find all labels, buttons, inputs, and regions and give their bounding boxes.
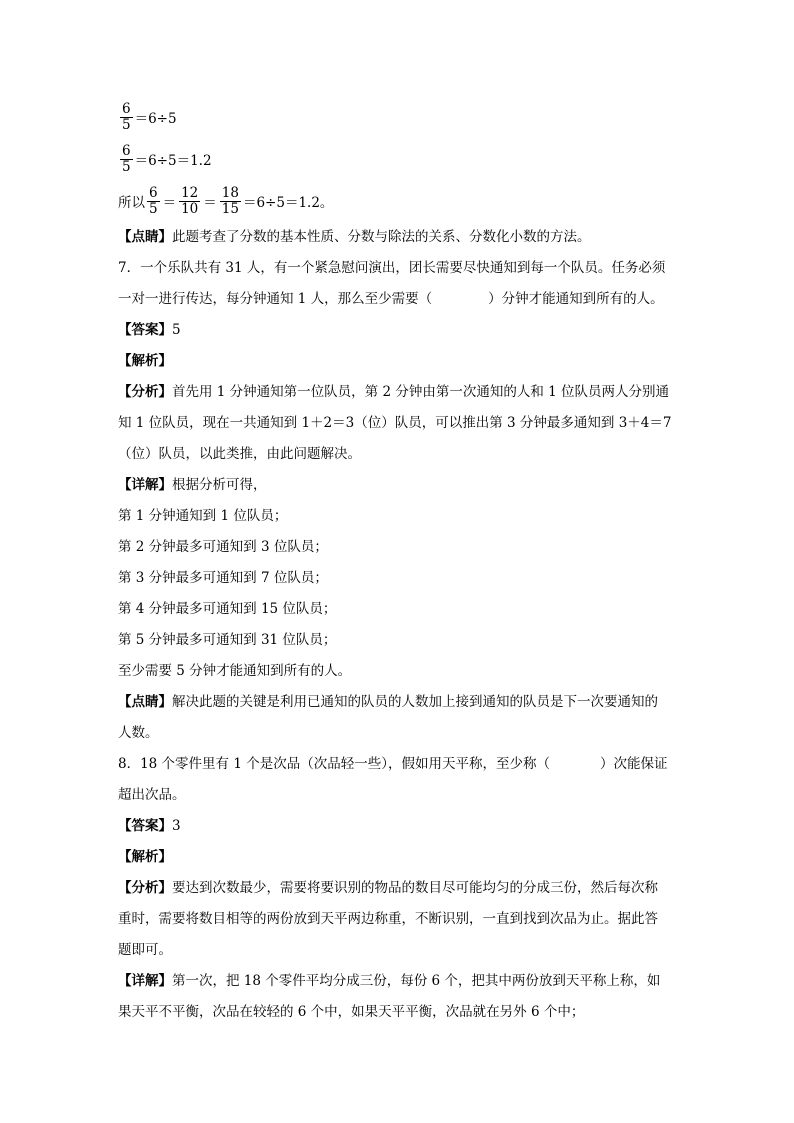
fraction (120, 144, 133, 175)
q8-detail-2: 果天平不平衡，次品在较轻的 6 个中，如果天平平衡，次品就在另外 6 个中； (118, 1004, 585, 1020)
denominator: 5 (149, 200, 158, 217)
q7-fenxi-3: （位）队员，以此类推，由此问题解决。 (118, 446, 361, 462)
answer-value: 5 (172, 322, 181, 338)
fenxi-tag: 【分析】 (118, 384, 172, 400)
q8-fenxi-1 (118, 873, 688, 904)
fraction (220, 186, 241, 217)
detail-tag: 【详解】 (118, 973, 172, 989)
q8-line-2: 超出次品。 (118, 787, 186, 803)
numerator: 6 (122, 142, 131, 159)
answer-value: 3 (172, 818, 181, 834)
detail-tag: 【详解】 (118, 477, 172, 493)
q7-step-4: 第 4 分钟最多可通知到 15 位队员； (118, 601, 337, 617)
q8-detail-1 (118, 966, 688, 997)
detail-text: 第一次，把 18 个零件平均分成三份，每份 6 个，把其中两份放到天平称上称，如 (172, 973, 661, 989)
denominator: 5 (122, 116, 131, 133)
q7-fenxi-1 (118, 377, 688, 408)
q7-line-2 (118, 284, 688, 315)
q7-analysis-tag: 【解析】 (118, 353, 172, 369)
answer-tag: 【答案】 (118, 322, 172, 338)
q8-text-b: ）次能保证 (599, 756, 668, 772)
q7-step-6: 至少需要 5 分钟才能通知到所有的人。 (118, 663, 352, 679)
q7-fenxi-2: 知 1 位队员，现在一共通知到 1＋2＝3（位）队员，可以推出第 3 分钟最多通知到 3＋4＝7 (118, 415, 672, 431)
q7-answer (118, 315, 688, 346)
note-tag: 【点睛】 (118, 229, 172, 245)
fraction (120, 102, 133, 133)
q7-detail (118, 470, 688, 501)
detail-text: 根据分析可得， (172, 477, 267, 493)
q7-step-3: 第 3 分钟最多可通知到 7 位队员； (118, 570, 328, 586)
equation-text: ＝6÷5＝1.2 (134, 153, 212, 169)
fraction-line-2 (118, 138, 688, 180)
fraction-line-1 (118, 96, 688, 138)
denominator: 15 (221, 200, 239, 217)
q8-text-a: 8．18 个零件里有 1 个是次品（次品轻一些），假如用天平称，至少称（ (118, 756, 550, 772)
q7-note-1 (118, 687, 688, 718)
equals-sign: ＝ (203, 195, 217, 211)
note-text: 此题考查了分数的基本性质、分数与除法的关系、分数化小数的方法。 (172, 229, 591, 245)
q7-text-b: ）分钟才能通知到所有的人。 (488, 291, 664, 307)
equation-text: ＝6÷5＝1.2。 (242, 195, 334, 211)
q6-note (118, 222, 688, 253)
q8-fenxi-2: 重时，需要将数目相等的两份放到天平两边称重，不断识别，一直到找到次品为止。据此答 (118, 911, 658, 927)
q8-fenxi-3: 题即可。 (118, 942, 172, 958)
q8-line-1 (118, 749, 688, 780)
prefix-text: 所以 (118, 195, 145, 211)
q7-text-a: 一对一进行传达，每分钟通知 1 人，那么至少需要（ (118, 291, 433, 307)
fraction (147, 186, 160, 217)
fenxi-tag: 【分析】 (118, 880, 172, 896)
fraction-line-3 (118, 180, 688, 222)
q8-answer (118, 811, 688, 842)
fenxi-text: 要达到次数最少，需要将要识别的物品的数目尽可能均匀的分成三份，然后每次称 (172, 880, 658, 896)
q8-analysis-tag: 【解析】 (118, 849, 172, 865)
fenxi-text: 首先用 1 分钟通知第一位队员，第 2 分钟由第一次通知的人和 1 位队员两人分别通 (172, 384, 670, 400)
note-text: 解决此题的关键是利用已通知的队员的人数加上接到通知的队员是下一次要通知的 (172, 694, 658, 710)
numerator: 12 (181, 184, 199, 201)
denominator: 5 (122, 158, 131, 175)
numerator: 6 (122, 100, 131, 117)
answer-tag: 【答案】 (118, 818, 172, 834)
denominator: 10 (181, 200, 199, 217)
document-page (118, 96, 688, 1028)
q7-step-1: 第 1 分钟通知到 1 位队员； (118, 508, 288, 524)
q7-step-2: 第 2 分钟最多可通知到 3 位队员； (118, 539, 328, 555)
q7-note-2: 人数。 (118, 725, 159, 741)
note-tag: 【点睛】 (118, 694, 172, 710)
q7-line-1: 7．一个乐队共有 31 人，有一个紧急慰问演出，团长需要尽快通知到每一个队员。任务必须 (118, 260, 666, 276)
numerator: 18 (221, 184, 239, 201)
q7-step-5: 第 5 分钟最多可通知到 31 位队员； (118, 632, 337, 648)
equals-sign: ＝ (162, 195, 177, 211)
numerator: 6 (149, 184, 158, 201)
equation-text: ＝6÷5 (134, 111, 177, 127)
fraction (179, 186, 200, 217)
